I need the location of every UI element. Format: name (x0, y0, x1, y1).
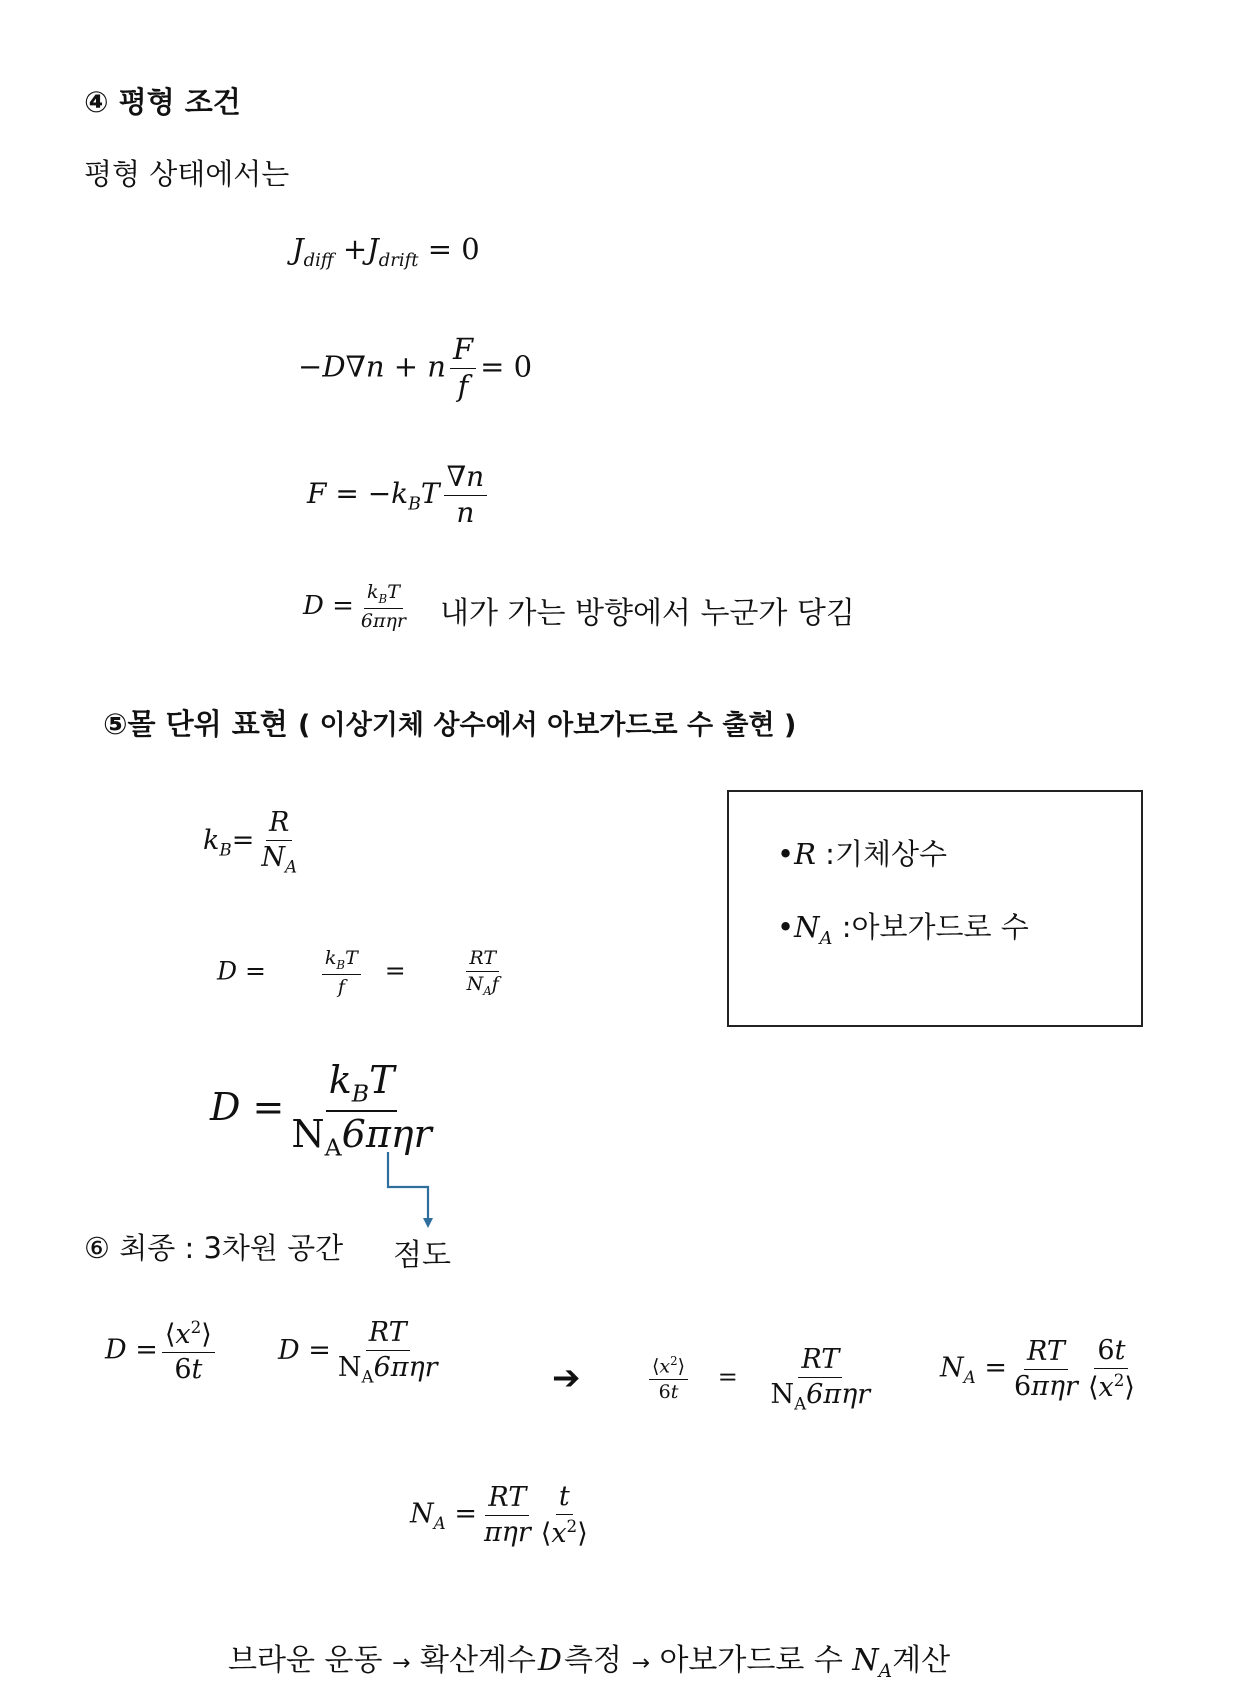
equation-kb: $k_B=$ $\frac{R}{N_A}$ (203, 807, 298, 877)
equation-force: $F = -k_BT$ $\frac{\nabla n}{n}$ (307, 462, 491, 529)
summary-calc: 계산 (892, 1643, 951, 1678)
viscosity-arrow (380, 1150, 440, 1230)
equation-d-rt: D = $\frac{RT}{N_A6\pi\eta r}$ (278, 1317, 438, 1387)
section-4-intro: 평형 상태에서는 (84, 157, 290, 191)
definition-r: •R :기체상수 (777, 837, 947, 871)
equation-d-ratio: D = $\frac{k_BT}{f}$ = $\frac{RT}{N_Af}$ (217, 947, 499, 998)
equation-drift-balance: −D∇n + n $\frac{F}{f}$ = 0 (298, 332, 533, 403)
summary-arrow-2-icon: → (631, 1651, 650, 1676)
summary-brownian: 브라운 운동 (228, 1643, 383, 1678)
viscosity-label: 점도 (393, 1238, 451, 1273)
equation-diffusion-msd: D = $\frac{⟨x^2⟩}{6t}$ (105, 1318, 219, 1384)
section-6-title: ⑥ 최종 : 3차원 공간 (84, 1231, 344, 1265)
implies-arrow-icon: ➔ (552, 1358, 581, 1398)
equation-flux-sum: $J_{diff} +J_{drift} = 0$ (292, 232, 480, 271)
definition-na: $•N_A$ :아보가드로 수 (777, 910, 1029, 949)
summary-measure: 측정 (563, 1643, 622, 1678)
equation-na-full: $N_A$ = $\frac{RT}{\text{6πηr}}$ $\frac{6t}{⟨x^2⟩}$ (940, 1335, 1135, 1403)
equation-na-simplified: $N_A$ = $\frac{RT}{\text{πηr}}$ $\frac{t}{⟨x^2⟩}$ (410, 1481, 588, 1549)
summary-avogadro: 아보가드로 수 (659, 1643, 843, 1678)
summary-line: 브라운 운동 → 확산계수D측정 → 아보가드로 수 $N_A$계산 (228, 1643, 951, 1682)
equation-d-main: D = $\frac{k_BT}{N_A6\pi\eta r}$ (210, 1058, 432, 1162)
summary-diffusion: 확산계수 (419, 1643, 536, 1678)
section-5-title-paren: ( 이상기체 상수에서 아보가드로 수 출현 ) (297, 710, 797, 741)
summary-arrow-1-icon: → (391, 1651, 411, 1676)
equation-note: 내가 가는 방향에서 누군가 당김 (440, 596, 855, 631)
section-5-title-main: ⑤몰 단위 표현 (103, 707, 288, 741)
section-4-title: ④ 평형 조건 (84, 85, 241, 119)
definition-box (727, 790, 1143, 1027)
section-5-title (103, 702, 796, 743)
equation-equate: $\frac{⟨x^2⟩}{6t}$ = $\frac{RT}{N_A6\pi\eta r}$ (645, 1345, 877, 1412)
equation-stokes-einstein: D = $\frac{k_BT}{\text{6πηr}}$ (303, 581, 406, 632)
